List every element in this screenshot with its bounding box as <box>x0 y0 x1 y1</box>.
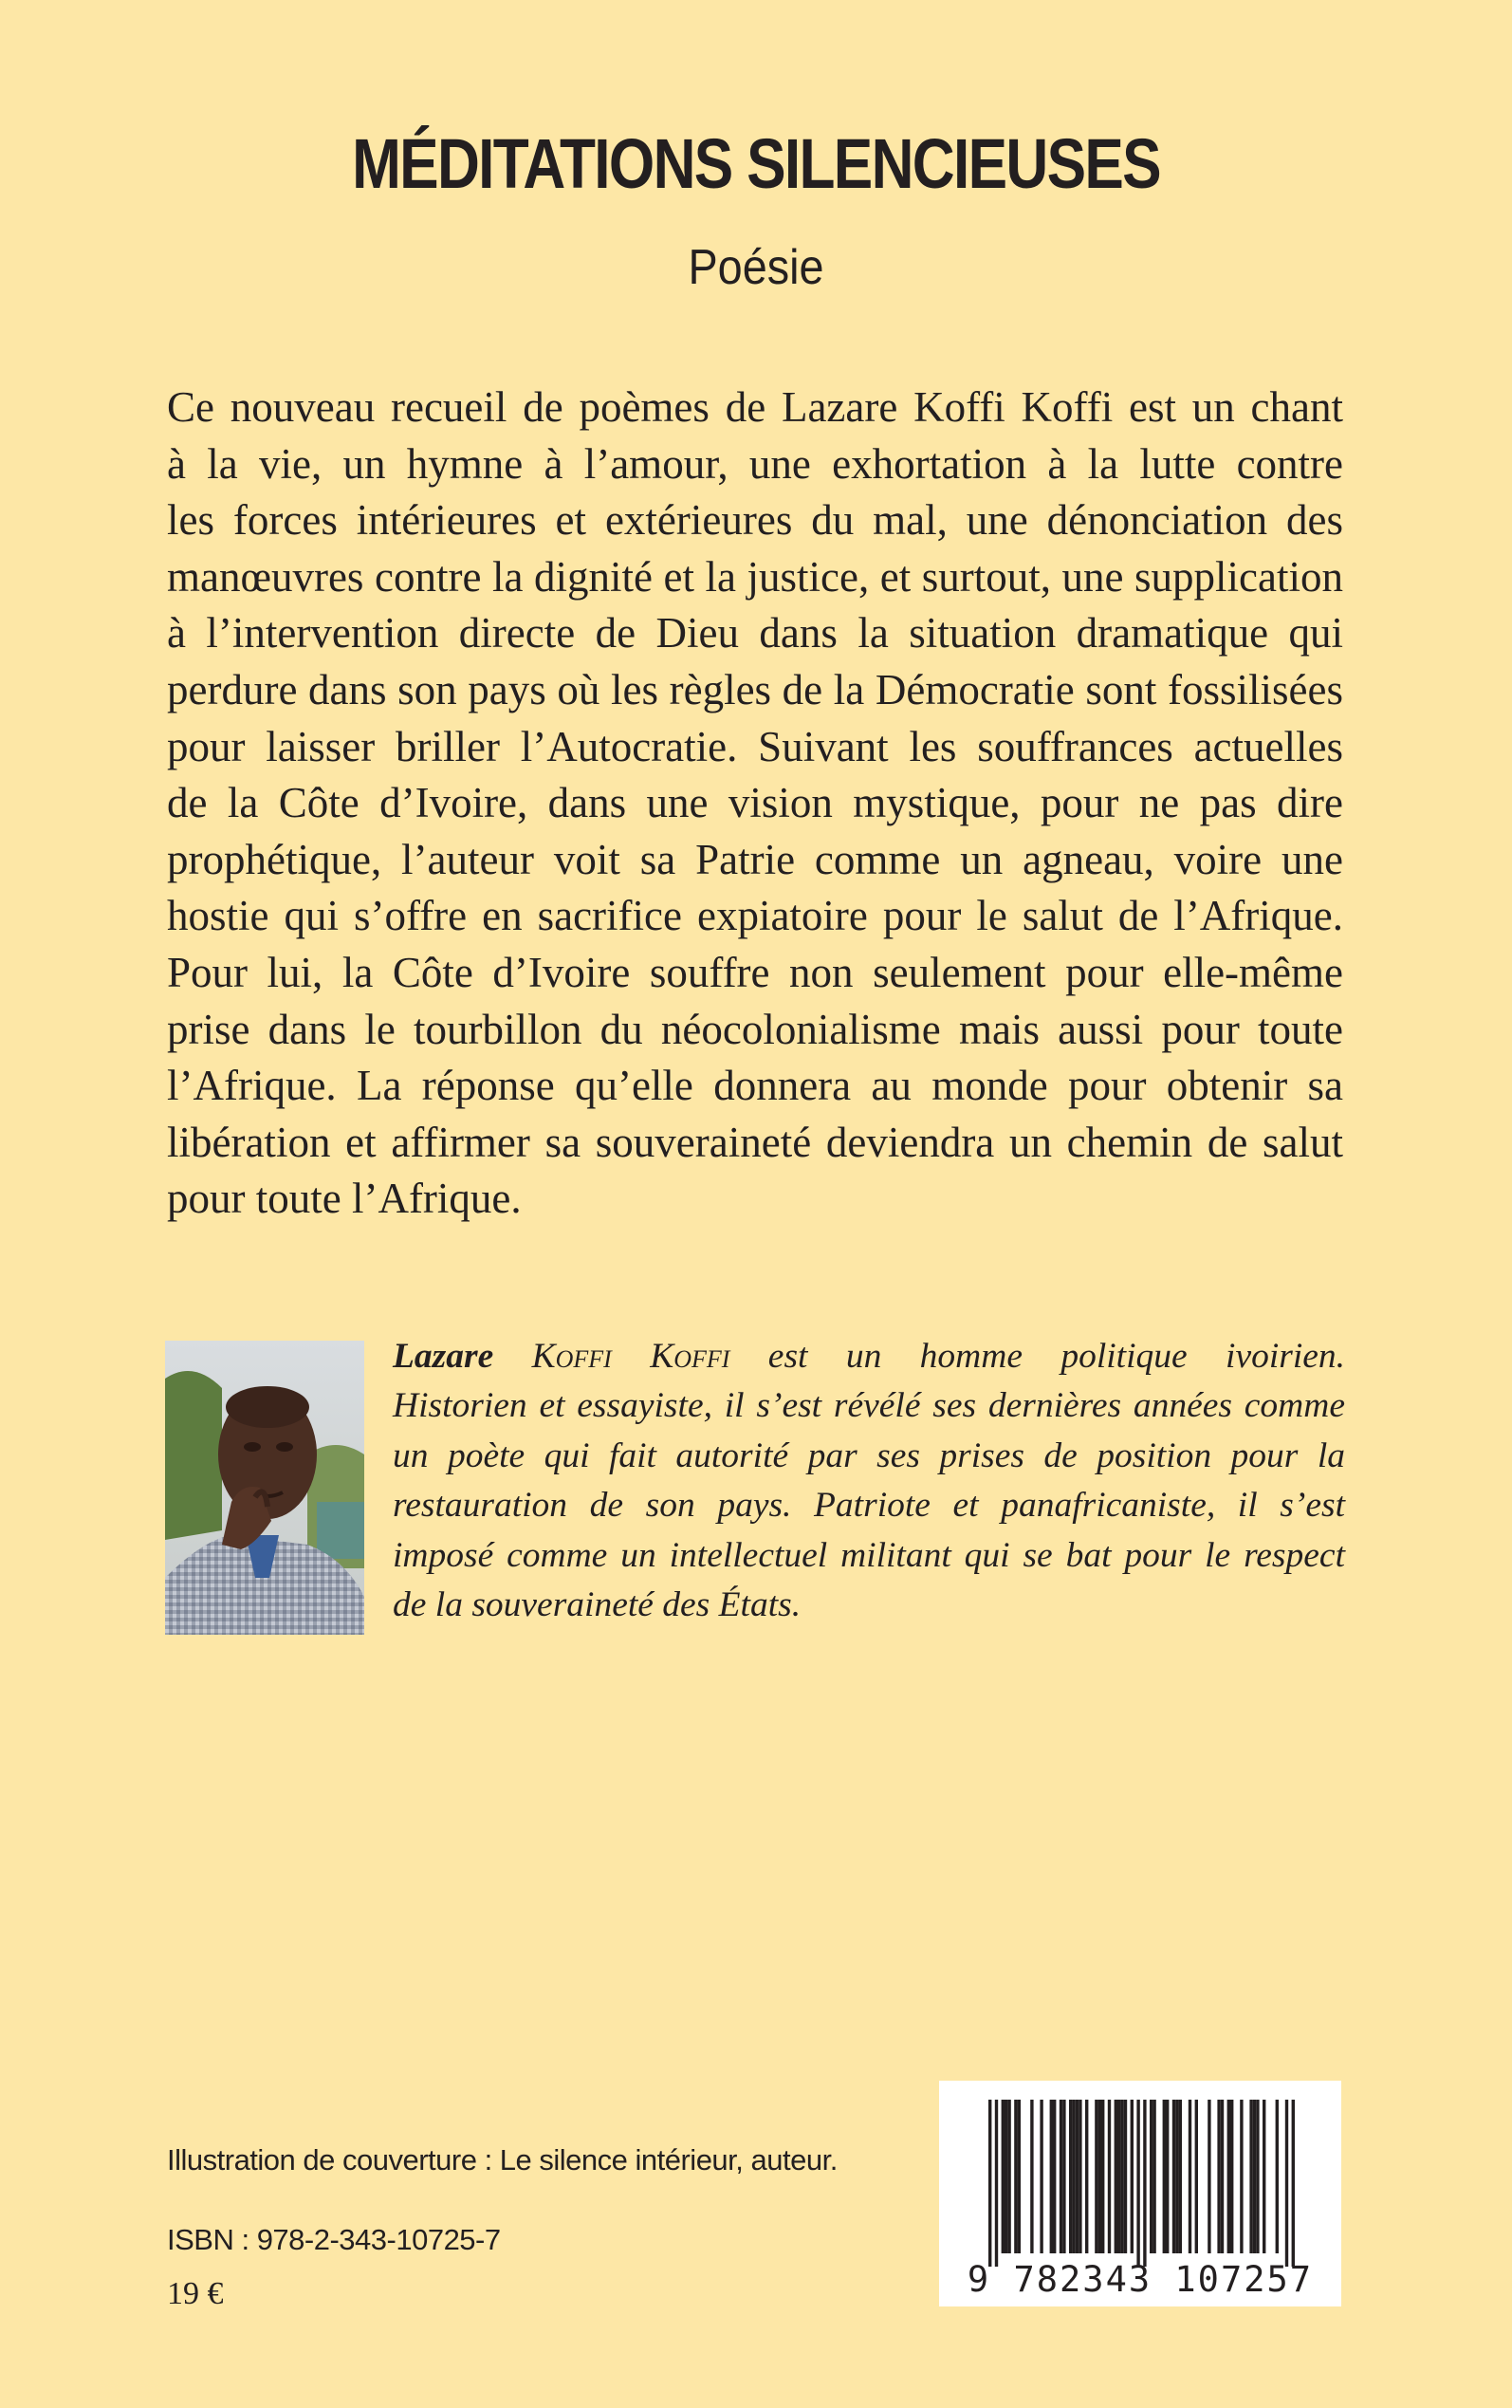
barcode-bar <box>1124 2100 1127 2253</box>
barcode-bar <box>1053 2100 1056 2253</box>
barcode-bar <box>1285 2100 1288 2267</box>
barcode-bar <box>1179 2100 1182 2253</box>
barcode-bar <box>1062 2100 1065 2253</box>
barcode-bar <box>1163 2100 1166 2253</box>
barcode-bar <box>1263 2100 1265 2253</box>
barcode-bar <box>988 2100 991 2267</box>
synopsis-line: perdure dans son pays où les règles de la Démocratie sont fossilisées <box>167 665 1343 713</box>
barcode-bar <box>1108 2100 1111 2253</box>
barcode-bar <box>1050 2100 1053 2253</box>
barcode-bar <box>1060 2100 1062 2253</box>
synopsis-line: de la Côte d’Ivoire, dans une vision mystique, pour ne pas dire <box>167 779 1343 827</box>
barcode-bar <box>1085 2100 1088 2253</box>
barcode-bar <box>1131 2100 1134 2253</box>
synopsis-line: l’Afrique. La réponse qu’elle donnera au monde pour obtenir sa <box>167 1062 1343 1110</box>
barcode-bars <box>988 2100 1295 2267</box>
author-bio-line: de la souveraineté des États. <box>393 1584 802 1624</box>
barcode-bar <box>1040 2100 1042 2253</box>
synopsis-line: à la vie, un hymne à l’amour, une exhortation à la lutte contre <box>167 439 1343 488</box>
author-first-name: Lazare <box>393 1337 494 1376</box>
barcode-bar <box>995 2100 998 2267</box>
barcode-bar <box>1005 2100 1007 2253</box>
barcode-bar <box>1195 2100 1198 2253</box>
author-photo <box>165 1341 364 1635</box>
barcode-bar <box>1030 2100 1033 2253</box>
synopsis-line: à l’intervention directe de Dieu dans la situation dramatique qui <box>167 609 1343 658</box>
barcode-bar <box>1175 2100 1178 2253</box>
cover-credit: Illustration de couverture : Le silence intérieur, auteur. <box>167 2143 838 2176</box>
book-title: MÉDITATIONS SILENCIEUSES <box>352 124 1160 203</box>
barcode-bar <box>1189 2100 1191 2253</box>
barcode-bar <box>1292 2100 1295 2267</box>
synopsis-line: pour toute l’Afrique. <box>167 1175 522 1223</box>
author-bio-line: imposé comme un intellectuel militant qui se bat pour le respect <box>393 1535 1345 1575</box>
barcode-bar <box>1007 2100 1010 2253</box>
synopsis-line: les forces intérieures et extérieures du mal, une dénonciation des <box>167 496 1343 545</box>
synopsis-line: Pour lui, la Côte d’Ivoire souffre non seulement pour elle-même <box>167 948 1343 996</box>
barcode-bar <box>1152 2100 1155 2253</box>
barcode-bar <box>1079 2100 1081 2253</box>
barcode-bar <box>1227 2100 1230 2253</box>
barcode-bar <box>1018 2100 1021 2253</box>
synopsis-line: prophétique, l’auteur voit sa Patrie comme un agneau, voire une <box>167 835 1343 883</box>
author-last-name: Koffi Koffi <box>531 1337 730 1376</box>
barcode-bar <box>1208 2100 1210 2253</box>
synopsis <box>167 380 1343 1228</box>
barcode-bar <box>1115 2100 1117 2253</box>
barcode-bar <box>1253 2100 1256 2253</box>
author-bio <box>393 1332 1345 1630</box>
barcode-bar <box>1240 2100 1243 2253</box>
barcode-bar <box>1136 2100 1139 2267</box>
barcode-number: 9 782343 107257 <box>967 2259 1314 2300</box>
barcode-bar <box>1230 2100 1233 2253</box>
barcode-bar <box>1221 2100 1224 2253</box>
barcode-bar <box>1150 2100 1152 2253</box>
barcode-bar <box>1143 2100 1146 2267</box>
author-bio-line: Historien et essayiste, il s’est révélé ses dernières années comme <box>393 1386 1345 1426</box>
barcode-bar <box>1095 2100 1097 2253</box>
barcode-bar <box>1002 2100 1005 2253</box>
barcode-bar <box>1117 2100 1120 2253</box>
author-bio-line: un poète qui fait autorité par ses prises de position pour la <box>393 1436 1345 1475</box>
synopsis-line: Ce nouveau recueil de poèmes de Lazare Koffi Koffi est un chant <box>167 383 1343 431</box>
barcode-bar <box>1276 2100 1279 2253</box>
synopsis-line: prise dans le tourbillon du néocolonialisme mais aussi pour toute <box>167 1005 1343 1053</box>
isbn: ISBN : 978-2-343-10725-7 <box>167 2223 501 2256</box>
barcode-bar <box>1014 2100 1017 2253</box>
synopsis-line: libération et affirmer sa souveraineté deviendra un chemin de salut <box>167 1118 1343 1166</box>
barcode-bar <box>1098 2100 1101 2253</box>
author-bio-line <box>393 1332 1345 1381</box>
barcode <box>939 2081 1341 2306</box>
synopsis-line: pour laisser briller l’Autocratie. Suivant les souffrances actuelles <box>167 722 1343 770</box>
synopsis-line: hostie qui s’offre en sacrifice expiatoire pour le salut de l’Afrique. <box>167 892 1343 940</box>
barcode-bar <box>1217 2100 1220 2253</box>
barcode-bar <box>1072 2100 1075 2253</box>
barcode-bar <box>1166 2100 1169 2253</box>
barcode-bar <box>1249 2100 1252 2253</box>
synopsis-line: manœuvres contre la dignité et la justice, et surtout, une supplication <box>167 552 1343 601</box>
barcode-bar <box>1101 2100 1104 2253</box>
barcode-bar <box>1172 2100 1175 2253</box>
price: 19 € <box>167 2276 224 2311</box>
author-bio-line: restauration de son pays. Patriote et panafricaniste, il s’est <box>393 1486 1345 1526</box>
barcode-bar <box>1069 2100 1072 2253</box>
barcode-bar <box>1256 2100 1259 2253</box>
barcode-bar <box>1120 2100 1123 2253</box>
author-bio-line-rest: est un homme politique ivoirien. <box>767 1337 1346 1376</box>
barcode-bar <box>1076 2100 1079 2253</box>
book-genre: Poésie <box>688 240 824 295</box>
